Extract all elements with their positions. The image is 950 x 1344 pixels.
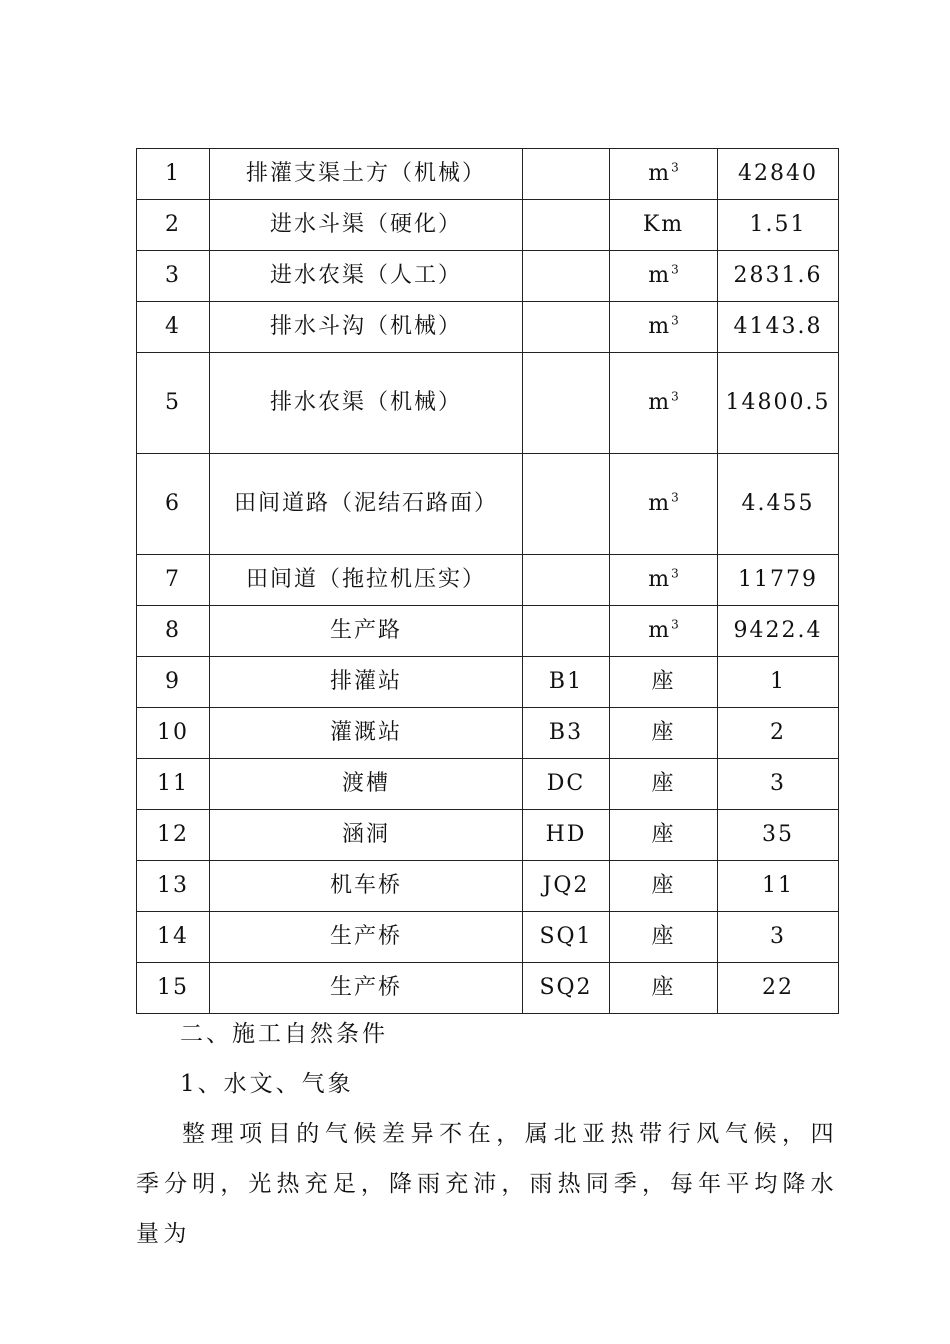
item-code: SQ1 [523,912,610,963]
unit-superscript: 3 [671,160,679,175]
item-unit [610,657,718,708]
row-number: 3 [137,251,210,302]
item-code [523,200,610,251]
item-quantity: 11779 [718,555,839,606]
item-code [523,454,610,555]
unit-text: 座 [651,771,676,796]
item-name: 生产桥 [210,963,523,1014]
item-name: 进水农渠（人工） [210,251,523,302]
table-row [137,708,839,759]
table-row [137,454,839,555]
table-row [137,657,839,708]
table-row [137,606,839,657]
table-row [137,912,839,963]
item-name: 生产路 [210,606,523,657]
item-unit [610,963,718,1014]
table-row [137,861,839,912]
item-quantity: 1.51 [718,200,839,251]
item-quantity: 35 [718,810,839,861]
unit-text: Km [642,212,685,237]
item-code: B1 [523,657,610,708]
item-quantity: 11 [718,861,839,912]
table-row [137,810,839,861]
item-quantity: 22 [718,963,839,1014]
item-quantity: 3 [718,759,839,810]
row-number: 1 [137,149,210,200]
table-row [137,555,839,606]
item-unit [610,759,718,810]
item-unit [610,353,718,454]
item-name: 排水农渠（机械） [210,353,523,454]
item-quantity: 4.455 [718,454,839,555]
unit-text: 座 [651,873,676,898]
item-code: B3 [523,708,610,759]
row-number: 4 [137,302,210,353]
item-name: 排灌站 [210,657,523,708]
row-number: 12 [137,810,210,861]
item-unit [610,606,718,657]
item-name: 排水斗沟（机械） [210,302,523,353]
item-quantity: 2 [718,708,839,759]
item-quantity: 9422.4 [718,606,839,657]
unit-text: m [648,390,672,415]
item-quantity: 2831.6 [718,251,839,302]
row-number: 6 [137,454,210,555]
row-number: 9 [137,657,210,708]
row-number: 11 [137,759,210,810]
unit-text: 座 [651,975,676,1000]
item-unit [610,454,718,555]
table-row [137,200,839,251]
row-number: 13 [137,861,210,912]
item-code: DC [523,759,610,810]
section-subheading: 1、水文、气象 [180,1071,354,1097]
row-number: 5 [137,353,210,454]
item-unit [610,708,718,759]
item-code [523,251,610,302]
item-unit [610,810,718,861]
item-name: 进水斗渠（硬化） [210,200,523,251]
item-code: JQ2 [523,861,610,912]
item-code [523,555,610,606]
item-unit [610,200,718,251]
table-row [137,149,839,200]
item-quantity: 3 [718,912,839,963]
quantities-table-body [137,149,839,1014]
unit-superscript: 3 [671,490,679,505]
quantities-table [136,148,839,1014]
section-heading: 二、施工自然条件 [180,1021,388,1047]
unit-text: m [648,161,672,186]
item-code [523,149,610,200]
item-quantity: 14800.5 [718,353,839,454]
item-unit [610,555,718,606]
unit-superscript: 3 [671,313,679,328]
table-row [137,963,839,1014]
table-row [137,251,839,302]
item-name: 灌溉站 [210,708,523,759]
item-unit [610,861,718,912]
item-name: 田间道（拖拉机压实） [210,555,523,606]
item-quantity: 42840 [718,149,839,200]
table-row [137,353,839,454]
row-number: 14 [137,912,210,963]
item-name: 生产桥 [210,912,523,963]
item-code [523,302,610,353]
item-quantity: 4143.8 [718,302,839,353]
unit-text: 座 [651,669,676,694]
unit-text: m [648,567,672,592]
unit-text: m [648,314,672,339]
item-code: SQ2 [523,963,610,1014]
row-number: 2 [137,200,210,251]
item-code [523,353,610,454]
item-name: 田间道路（泥结石路面） [210,454,523,555]
item-code [523,606,610,657]
item-quantity: 1 [718,657,839,708]
table-row [137,302,839,353]
body-paragraph: 整理项目的气候差异不在，属北亚热带行风气候，四季分明，光热充足，降雨充沛，雨热同季，每年平均降水量为 [136,1121,838,1247]
unit-text: m [648,618,672,643]
unit-text: 座 [651,720,676,745]
row-number: 7 [137,555,210,606]
unit-text: m [648,491,672,516]
item-name: 渡槽 [210,759,523,810]
unit-text: m [648,263,672,288]
unit-superscript: 3 [671,389,679,404]
item-name: 涵洞 [210,810,523,861]
row-number: 15 [137,963,210,1014]
unit-superscript: 3 [671,566,679,581]
unit-text: 座 [651,924,676,949]
unit-superscript: 3 [671,262,679,277]
item-unit [610,149,718,200]
row-number: 10 [137,708,210,759]
item-code: HD [523,810,610,861]
item-name: 排灌支渠土方（机械） [210,149,523,200]
unit-superscript: 3 [671,617,679,632]
item-unit [610,251,718,302]
item-unit [610,912,718,963]
unit-text: 座 [651,822,676,847]
item-name: 机车桥 [210,861,523,912]
item-unit [610,302,718,353]
table-row [137,759,839,810]
row-number: 8 [137,606,210,657]
